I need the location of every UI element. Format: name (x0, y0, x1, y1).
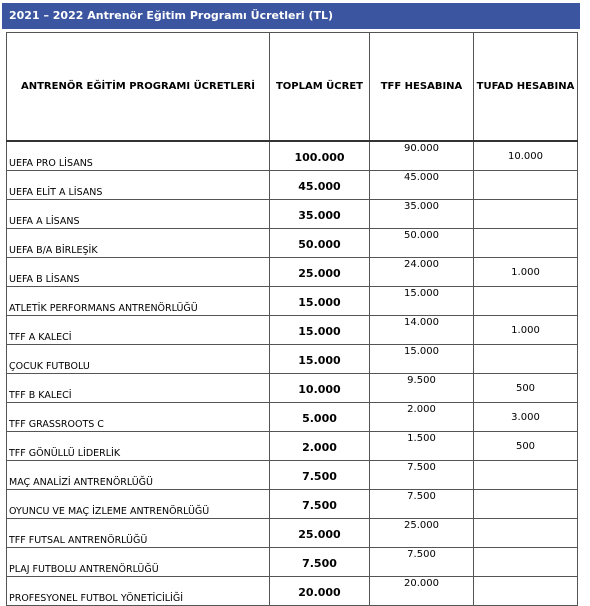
tufad-fee: 1.000 (474, 316, 578, 345)
fees-table (6, 32, 578, 606)
tff-fee: 15.000 (370, 345, 474, 374)
table-row (7, 345, 578, 374)
tufad-fee: 500 (474, 374, 578, 403)
tufad-fee (474, 287, 578, 316)
table-row (7, 141, 578, 171)
program-name: UEFA B LİSANS (7, 258, 270, 287)
table-row (7, 577, 578, 606)
table-row (7, 403, 578, 432)
tufad-fee (474, 548, 578, 577)
program-name: TFF GÖNÜLLÜ LİDERLİK (7, 432, 270, 461)
tufad-fee: 1.000 (474, 258, 578, 287)
header-tff: TFF HESABINA (370, 33, 474, 142)
total-fee: 45.000 (270, 171, 370, 200)
table-row (7, 287, 578, 316)
tufad-fee (474, 519, 578, 548)
table-header-row (7, 33, 578, 142)
program-name: UEFA PRO LİSANS (7, 141, 270, 171)
tff-fee: 20.000 (370, 577, 474, 606)
total-fee: 2.000 (270, 432, 370, 461)
program-name: TFF B KALECİ (7, 374, 270, 403)
program-name: PLAJ FUTBOLU ANTRENÖRLÜĞÜ (7, 548, 270, 577)
total-fee: 20.000 (270, 577, 370, 606)
total-fee: 35.000 (270, 200, 370, 229)
tff-fee: 50.000 (370, 229, 474, 258)
program-name: TFF A KALECİ (7, 316, 270, 345)
tufad-fee (474, 171, 578, 200)
tff-fee: 1.500 (370, 432, 474, 461)
total-fee: 10.000 (270, 374, 370, 403)
program-name: OYUNCU VE MAÇ İZLEME ANTRENÖRLÜĞÜ (7, 490, 270, 519)
program-name: ÇOCUK FUTBOLU (7, 345, 270, 374)
table-body (7, 141, 578, 606)
table-row (7, 432, 578, 461)
tufad-fee (474, 490, 578, 519)
total-fee: 15.000 (270, 287, 370, 316)
tufad-fee (474, 345, 578, 374)
tff-fee: 2.000 (370, 403, 474, 432)
total-fee: 7.500 (270, 548, 370, 577)
table-row (7, 374, 578, 403)
total-fee: 15.000 (270, 345, 370, 374)
header-tufad: TUFAD HESABINA (474, 33, 578, 142)
tufad-fee (474, 577, 578, 606)
tff-fee: 24.000 (370, 258, 474, 287)
total-fee: 25.000 (270, 519, 370, 548)
total-fee: 15.000 (270, 316, 370, 345)
tff-fee: 25.000 (370, 519, 474, 548)
total-fee: 100.000 (270, 141, 370, 171)
tff-fee: 15.000 (370, 287, 474, 316)
total-fee: 50.000 (270, 229, 370, 258)
program-name: UEFA B/A BİRLEŞİK (7, 229, 270, 258)
total-fee: 5.000 (270, 403, 370, 432)
total-fee: 7.500 (270, 461, 370, 490)
program-name: PROFESYONEL FUTBOL YÖNETİCİLİĞİ (7, 577, 270, 606)
header-program: ANTRENÖR EĞİTİM PROGRAMI ÜCRETLERİ (7, 33, 270, 142)
program-name: UEFA A LİSANS (7, 200, 270, 229)
tff-fee: 45.000 (370, 171, 474, 200)
table-row (7, 316, 578, 345)
tufad-fee (474, 200, 578, 229)
table-row (7, 461, 578, 490)
tff-fee: 7.500 (370, 461, 474, 490)
page-title: 2021 – 2022 Antrenör Eğitim Programı Ücretleri (TL) (2, 3, 580, 29)
tufad-fee: 10.000 (474, 141, 578, 171)
table-row (7, 200, 578, 229)
header-total: TOPLAM ÜCRET (270, 33, 370, 142)
tff-fee: 35.000 (370, 200, 474, 229)
tufad-fee (474, 229, 578, 258)
table-row (7, 229, 578, 258)
tff-fee: 14.000 (370, 316, 474, 345)
total-fee: 25.000 (270, 258, 370, 287)
tufad-fee: 3.000 (474, 403, 578, 432)
program-name: MAÇ ANALİZİ ANTRENÖRLÜĞÜ (7, 461, 270, 490)
program-name: TFF FUTSAL ANTRENÖRLÜĞÜ (7, 519, 270, 548)
program-name: UEFA ELİT A LİSANS (7, 171, 270, 200)
table-row (7, 548, 578, 577)
program-name: ATLETİK PERFORMANS ANTRENÖRLÜĞÜ (7, 287, 270, 316)
tff-fee: 9.500 (370, 374, 474, 403)
tff-fee: 7.500 (370, 548, 474, 577)
total-fee: 7.500 (270, 490, 370, 519)
tufad-fee (474, 461, 578, 490)
table-row (7, 258, 578, 287)
table-row (7, 171, 578, 200)
table-row (7, 490, 578, 519)
tufad-fee: 500 (474, 432, 578, 461)
tff-fee: 7.500 (370, 490, 474, 519)
program-name: TFF GRASSROOTS C (7, 403, 270, 432)
tff-fee: 90.000 (370, 141, 474, 171)
table-row (7, 519, 578, 548)
